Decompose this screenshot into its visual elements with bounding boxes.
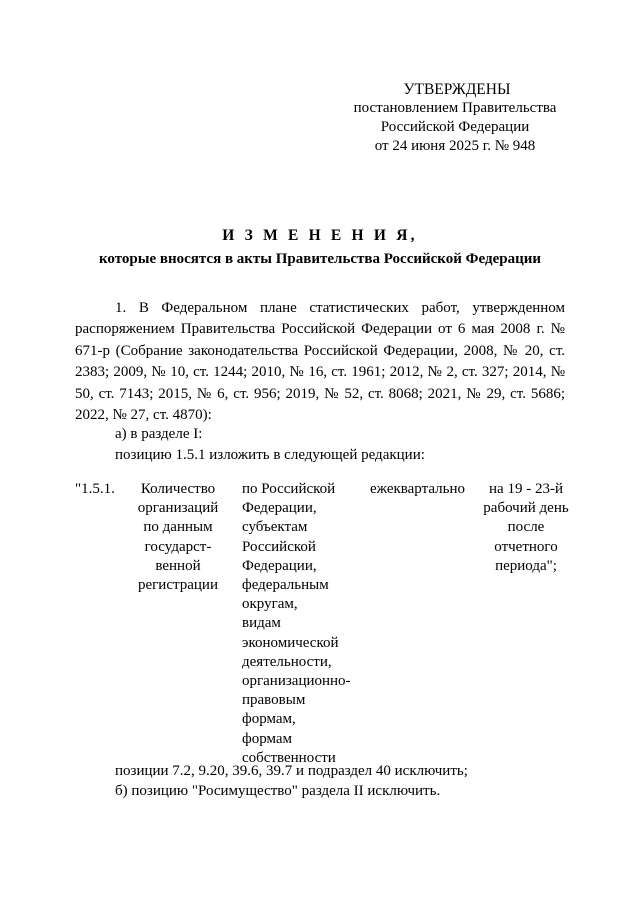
- deadline-cell-line: рабочий день: [483, 500, 569, 517]
- indicator-cell: [125, 480, 231, 595]
- indicator-cell-line: Количество: [140, 481, 216, 497]
- breakdown-cell-line: деятельности,: [242, 653, 332, 670]
- position-number: "1.5.1.: [75, 481, 115, 497]
- breakdown-cell-line: экономической: [242, 634, 339, 651]
- breakdown-cell-line: по Российской: [242, 481, 336, 497]
- document-subtitle: которые вносятся в акты Правительства Российской Федерации: [98, 251, 542, 267]
- breakdown-cell-line: субъектам: [242, 519, 308, 536]
- deadline-cell-line: периода";: [495, 557, 557, 574]
- breakdown-cell-line: правовым: [242, 692, 306, 709]
- approval-heading: УТВЕРЖДЕНЫ: [403, 81, 511, 98]
- breakdown-cell-line: видам: [242, 615, 281, 632]
- approval-line-1: постановлением Правительства: [353, 100, 557, 116]
- breakdown-cell-line: собственности: [242, 749, 336, 766]
- breakdown-cell-line: округам,: [242, 596, 298, 613]
- breakdown-cell-line: Федерации,: [242, 557, 317, 574]
- item-b: б) позицию "Росимущество" раздела II исключить.: [115, 783, 441, 799]
- deadline-cell: [476, 480, 576, 576]
- indicator-cell-line: венной: [155, 557, 201, 574]
- item-a-text: позицию 1.5.1 изложить в следующей редакции:: [115, 447, 425, 463]
- item-a: а) в разделе I:: [115, 426, 203, 442]
- approval-line-2: Российской Федерации: [380, 119, 530, 135]
- indicator-cell-line: по данным: [143, 519, 213, 536]
- deadline-cell-line: после: [507, 519, 545, 536]
- indicator-cell-line: организаций: [137, 500, 219, 517]
- breakdown-cell: [242, 480, 352, 768]
- breakdown-cell-line: федеральным: [242, 577, 329, 594]
- breakdown-cell-line: организационно-: [242, 673, 351, 690]
- frequency-cell: ежеквартально: [370, 481, 465, 497]
- breakdown-cell-line: формам,: [242, 711, 296, 728]
- breakdown-cell-line: формам: [242, 730, 293, 747]
- deadline-cell-line: на 19 - 23-й: [489, 481, 563, 497]
- indicator-cell-line: регистрации: [138, 577, 218, 594]
- deadline-cell-line: отчетного: [494, 538, 558, 555]
- breakdown-cell-line: Федерации,: [242, 500, 317, 517]
- approval-block: [340, 80, 570, 156]
- paragraph-1: 1. В Федеральном плане статистических работ, утвержденном распоряжением Правительства Российской Федерации от 6 мая 2008 г. № 671-р (Собрание законодательства Российской Федерации, 2008, № 20, ст. 2383; 2009, № 10, ст. 1244; 2010, № 16, ст. 1961; 2012, № 2, ст. 327; 2014, № 50, ст. 7143; 2015, № 6, ст. 956; 2019, № 52, ст. 8068; 2021, № 29, ст. 5686; 2022, № 27, ст. 4870):: [75, 300, 565, 424]
- approval-line-3: от 24 июня 2025 г. № 948: [374, 138, 536, 154]
- document-title: И З М Е Н Е Н И Я,: [222, 227, 418, 244]
- indicator-cell-line: государст-: [144, 538, 212, 555]
- after-table-text: позиции 7.2, 9.20, 39.6, 39.7 и подраздел 40 исключить;: [115, 763, 468, 779]
- breakdown-cell-line: Российской: [242, 538, 316, 555]
